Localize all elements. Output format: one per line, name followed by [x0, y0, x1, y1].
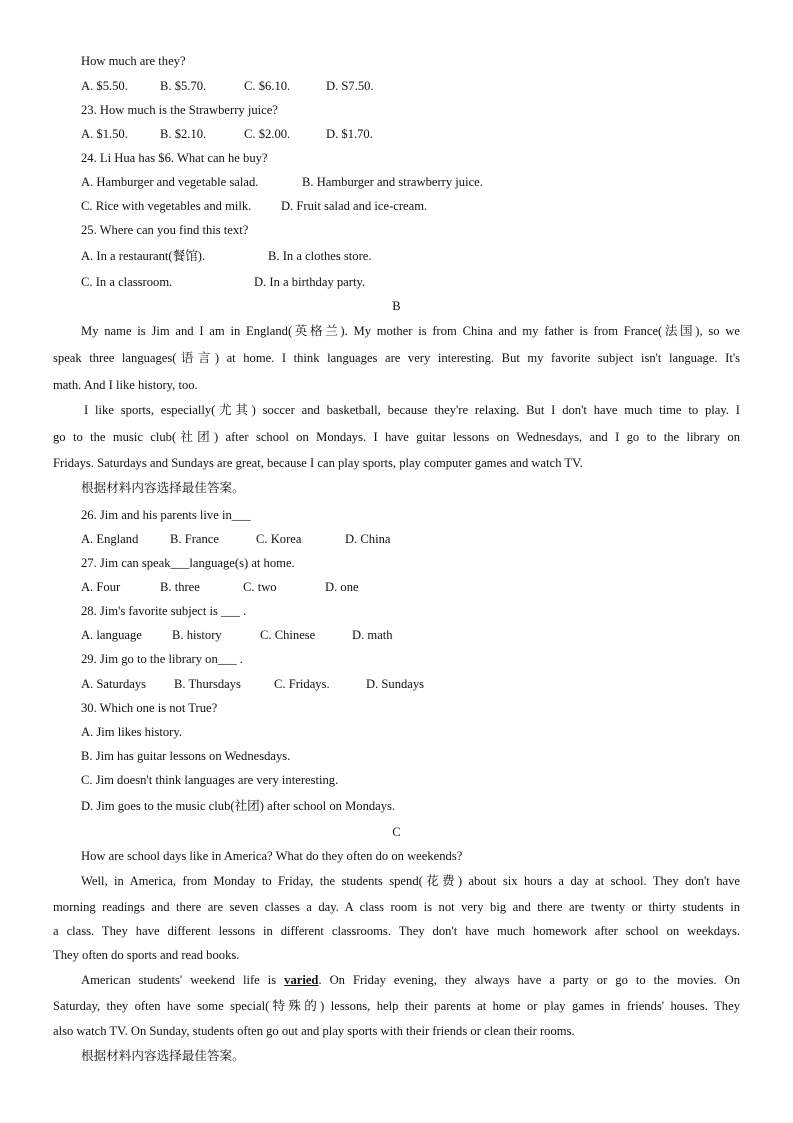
option-a: A. $5.50.	[81, 79, 128, 93]
passage-text: American students' weekend life is	[81, 973, 285, 987]
option-d: D. Jim goes to the music club(社团) after school on Mondays.	[81, 799, 396, 813]
option-c: C. $6.10.	[244, 79, 291, 93]
option-c: C. Korea	[256, 532, 302, 546]
passage-line: math. And I like history, too.	[53, 378, 198, 392]
option-d: D. math	[352, 628, 393, 642]
option-a: A. $1.50.	[81, 127, 128, 141]
passage-line: Fridays. Saturdays and Sundays are great, because I can play sports, play computer games and watch TV.	[53, 456, 583, 470]
passage-line: a class. They have different lessons in different classrooms. They don't have much homework after school on weekdays.	[53, 924, 740, 938]
question-stem: 29. Jim go to the library on___ .	[81, 652, 243, 666]
question-stem: How much are they?	[81, 54, 186, 68]
option-b: B. three	[160, 580, 200, 594]
passage-line: Well, in America, from Monday to Friday, the students spend(花费) about six hours a day at school. They don't have	[81, 874, 740, 888]
question-stem: 24. Li Hua has $6. What can he buy?	[81, 151, 268, 165]
passage-line	[81, 972, 740, 988]
passage-line: My name is Jim and I am in England(英格兰). My mother is from China and my father is from France(法国), so we	[81, 324, 740, 338]
option-a: A. In a restaurant(餐馆).	[81, 249, 206, 263]
option-a: A. Four	[81, 580, 121, 594]
option-b: B. Jim has guitar lessons on Wednesdays.	[81, 749, 291, 763]
option-a: A. Jim likes history.	[81, 725, 182, 739]
option-b: B. In a clothes store.	[268, 249, 372, 263]
question-stem: 27. Jim can speak___language(s) at home.	[81, 556, 295, 570]
option-b: B. $5.70.	[160, 79, 207, 93]
underlined-keyword: varied	[284, 973, 319, 987]
option-b: B. history	[172, 628, 222, 642]
passage-line: I like sports, especially(尤其) soccer and basketball, because they're relaxing. But I don't have much time to play. I	[84, 403, 740, 417]
passage-line: Saturday, they often have some special(特殊的) lessons, help their parents at home or play games in friends' houses. They	[53, 999, 740, 1013]
option-b: B. Hamburger and strawberry juice.	[302, 175, 483, 189]
question-stem: 25. Where can you find this text?	[81, 223, 249, 237]
option-c: C. Chinese	[260, 628, 316, 642]
option-d: D. Fruit salad and ice-cream.	[281, 199, 428, 213]
passage-line: morning readings and there are seven classes a day. A class room is not very big and there are twenty or thirty students in	[53, 900, 740, 914]
question-stem: 30. Which one is not True?	[81, 701, 218, 715]
option-a: A. England	[81, 532, 139, 546]
question-stem: 26. Jim and his parents live in___	[81, 508, 251, 522]
passage-line: also watch TV. On Sunday, students often go out and play sports with their friends or clean their rooms.	[53, 1024, 575, 1038]
option-d: D. Sundays	[366, 677, 425, 691]
option-a: A. Hamburger and vegetable salad.	[81, 175, 259, 189]
option-c: C. Jim doesn't think languages are very interesting.	[81, 773, 339, 787]
section-heading: B	[392, 299, 401, 313]
passage-text: . On Friday evening, they always have a party or go to the movies. On	[318, 973, 740, 987]
option-a: A. language	[81, 628, 142, 642]
passage-line: speak three languages(语言) at home. I think languages are very interesting. But my favorite subject isn't language. It's	[53, 351, 740, 365]
section-heading: C	[392, 825, 401, 839]
option-d: D. China	[345, 532, 391, 546]
passage-line: go to the music club(社团) after school on Mondays. I have guitar lessons on Wednesdays, and I go to the library on	[53, 430, 740, 444]
instruction: 根据材料内容选择最佳答案。	[81, 481, 245, 495]
option-c: C. two	[243, 580, 277, 594]
option-d: D. S7.50.	[326, 79, 374, 93]
option-d: D. one	[325, 580, 359, 594]
instruction: 根据材料内容选择最佳答案。	[81, 1049, 245, 1063]
option-c: C. Fridays.	[274, 677, 330, 691]
option-c: C. Rice with vegetables and milk.	[81, 199, 252, 213]
option-d: D. $1.70.	[326, 127, 373, 141]
question-stem: 28. Jim's favorite subject is ___ .	[81, 604, 247, 618]
option-a: A. Saturdays	[81, 677, 147, 691]
passage-line: They often do sports and read books.	[53, 948, 240, 962]
passage-line: How are school days like in America? What do they often do on weekends?	[81, 849, 463, 863]
option-b: B. $2.10.	[160, 127, 207, 141]
option-b: B. Thursdays	[174, 677, 241, 691]
option-c: C. $2.00.	[244, 127, 291, 141]
option-c: C. In a classroom.	[81, 275, 173, 289]
option-b: B. France	[170, 532, 219, 546]
option-d: D. In a birthday party.	[254, 275, 366, 289]
question-stem: 23. How much is the Strawberry juice?	[81, 103, 278, 117]
